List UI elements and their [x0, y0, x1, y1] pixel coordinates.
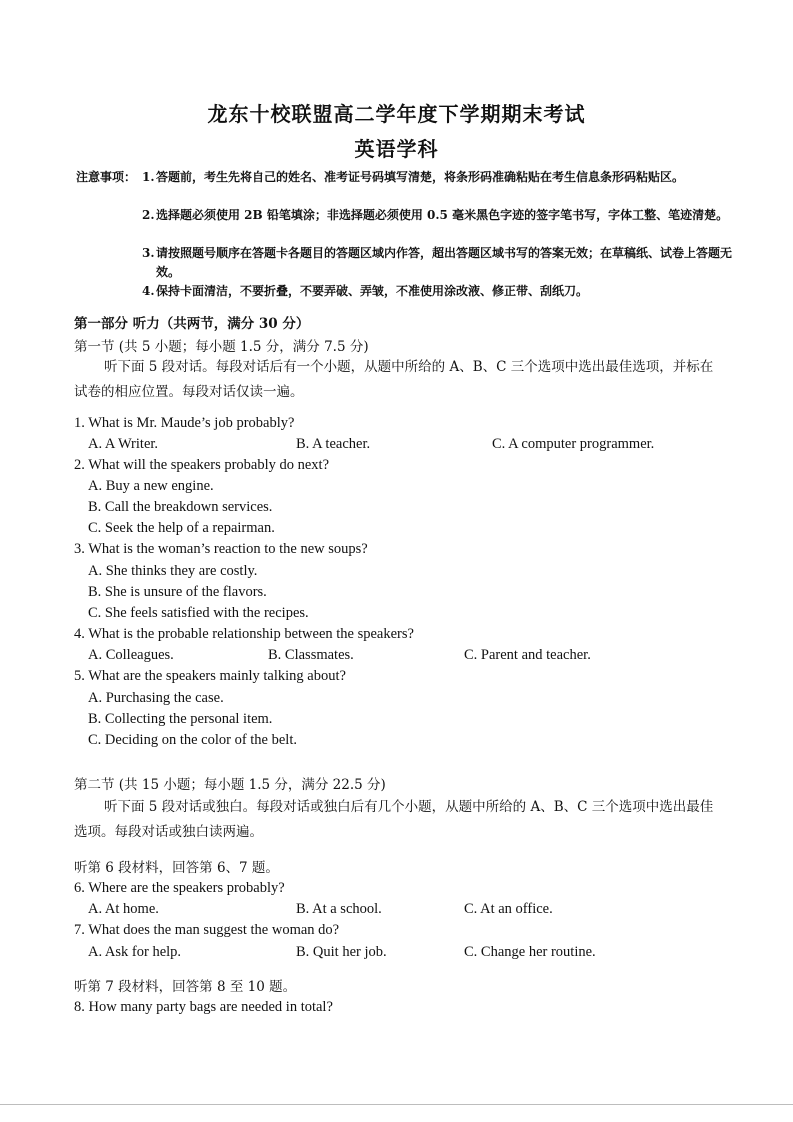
notice-item-num: 3.: [142, 246, 155, 260]
notice-item-text: 选择题必须使用 2B 铅笔填涂；非选择题必须使用 0.5 毫米黑色字迹的签字笔书写，字体工整、笔迹清楚。: [156, 208, 729, 222]
question-6: 6. Where are the speakers probably?: [74, 880, 285, 896]
notice-item-text: 保持卡面清洁，不要折叠，不要弄破、弄皱，不准使用涂改液、修正带、刮纸刀。: [156, 284, 589, 298]
option-a: A. Buy a new engine.: [88, 478, 214, 494]
section1-instruction: 听下面 5 段对话。每段对话后有一个小题，从题中所给的 A、B、C 三个选项中选出最佳选项，并标在试卷的相应位置。每段对话仅读一遍。: [74, 359, 714, 400]
notice-item-num: 1.: [142, 170, 155, 184]
material-6-label: 听第 6 段材料，回答第 6、7 题。: [74, 860, 279, 876]
notice-item-4: [142, 282, 734, 301]
option-c: C. Parent and teacher.: [464, 647, 591, 663]
option-a: A. She thinks they are costly.: [88, 563, 258, 579]
notice-lead: 注意事项：: [76, 170, 137, 184]
question-8: 8. How many party bags are needed in total?: [74, 999, 333, 1015]
notice-item-3: [142, 244, 734, 282]
option-a: A. A Writer.: [88, 436, 159, 452]
question-3: 3. What is the woman’s reaction to the new soups?: [74, 541, 368, 557]
option-a: A. Purchasing the case.: [88, 690, 224, 706]
option-c: C. She feels satisfied with the recipes.: [88, 605, 309, 621]
option-c: C. A computer programmer.: [492, 436, 655, 452]
option-b: B. At a school.: [296, 901, 382, 917]
option-a: A. Ask for help.: [88, 944, 182, 960]
question-1: 1. What is Mr. Maude’s job probably?: [74, 415, 295, 431]
part1-heading: 第一部分 听力（共两节，满分 30 分）: [74, 316, 310, 332]
option-b: B. Call the breakdown services.: [88, 499, 273, 515]
question-2: 2. What will the speakers probably do next?: [74, 457, 330, 473]
option-c: C. Seek the help of a repairman.: [88, 520, 275, 536]
notice-item-num: 4.: [142, 284, 155, 298]
option-c: C. At an office.: [464, 901, 553, 917]
notice-item-num: 2.: [142, 208, 155, 222]
exam-title: 龙东十校联盟高二学年度下学期期末考试: [207, 102, 586, 126]
question-4: 4. What is the probable relationship between the speakers?: [74, 626, 414, 642]
notice-item-1: [142, 168, 734, 187]
notice-item-text: 请按照题号顺序在答题卡各题目的答题区域内作答，超出答题区域书写的答案无效；在草稿纸、试卷上答题无效。: [156, 246, 733, 279]
option-b: B. She is unsure of the flavors.: [88, 584, 267, 600]
notice-item-2: [142, 206, 734, 225]
notice-item-text: 答题前，考生先将自己的姓名、准考证号码填写清楚，将条形码准确粘贴在考生信息条形码粘贴区。: [156, 170, 685, 184]
option-b: B. Collecting the personal item.: [88, 711, 273, 727]
question-5: 5. What are the speakers mainly talking about?: [74, 668, 346, 684]
option-a: A. At home.: [88, 901, 159, 917]
exam-subject: 英语学科: [354, 137, 439, 161]
option-a: A. Colleagues.: [88, 647, 174, 663]
question-7: 7. What does the man suggest the woman do?: [74, 922, 340, 938]
page-edge-divider: [0, 1104, 793, 1105]
option-c: C. Change her routine.: [464, 944, 596, 960]
option-c: C. Deciding on the color of the belt.: [88, 732, 297, 748]
option-b: B. A teacher.: [296, 436, 371, 452]
section1-heading: 第一节 (共 5 小题；每小题 1.5 分，满分 7.5 分): [74, 339, 369, 355]
option-b: B. Classmates.: [268, 647, 354, 663]
section2-instruction: 听下面 5 段对话或独白。每段对话或独白后有几个小题，从题中所给的 A、B、C 三个选项中选出最佳选项。每段对话或独白读两遍。: [74, 799, 714, 840]
option-b: B. Quit her job.: [296, 944, 387, 960]
section2-heading: 第二节 (共 15 小题；每小题 1.5 分，满分 22.5 分): [74, 777, 386, 793]
material-7-label: 听第 7 段材料，回答第 8 至 10 题。: [74, 979, 297, 995]
